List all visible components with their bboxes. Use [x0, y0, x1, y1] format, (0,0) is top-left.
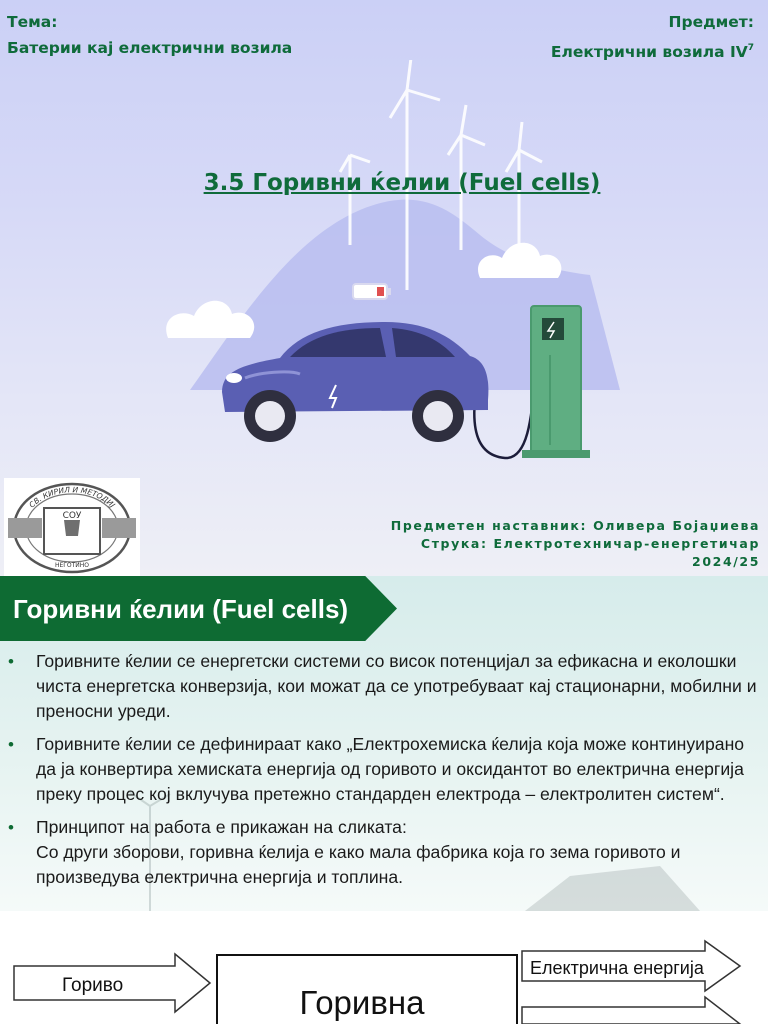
subject-value: Електрични возила IV	[550, 43, 748, 61]
content-slide	[0, 576, 768, 1024]
list-item	[8, 649, 763, 724]
list-item	[8, 815, 763, 890]
credits-block	[391, 517, 760, 571]
charger-station-icon	[522, 306, 590, 458]
slide-title: Горивни ќелии (Fuel cells)	[13, 594, 349, 624]
subject-block	[551, 9, 754, 65]
output-arrow	[522, 941, 740, 1024]
logo-top-text: СВ. КИРИЛ И МЕТОДИЈ	[27, 485, 117, 510]
battery-icon	[353, 284, 391, 299]
profession: Струка: Електротехничар-енергетичар	[420, 536, 760, 551]
output-label: Електрична енергија	[530, 958, 704, 978]
list-item	[8, 732, 763, 807]
fuel-cell-label: Горивна	[299, 984, 425, 1021]
school-year: 2024/25	[692, 554, 760, 569]
slide-title: 3.5 Горивни ќелии (Fuel cells)	[203, 170, 601, 196]
subject-superscript: 7	[747, 43, 754, 53]
teacher-name: Предметен наставник: Оливера Бојаџиева	[390, 518, 760, 533]
bullet-marker: •	[8, 652, 14, 671]
bullet-list	[8, 649, 763, 898]
topic-block	[7, 9, 292, 61]
subject-label: Предмет:	[668, 13, 754, 31]
bullet-marker: •	[8, 818, 14, 837]
school-logo	[4, 478, 140, 576]
bullet-text: Горивните ќелии се дефинираат како „Електрохемиска ќелија која може континуирано да ја конвертира хемиската енергија од горивото и оксидантот во електрична енергија преку процес кој вклучува претежно стандарден електрода – електролитен систем“.	[36, 734, 745, 804]
logo-bottom-text: НЕГОТИНО	[54, 562, 90, 569]
logo-middle-text: СОУ	[62, 511, 82, 521]
topic-label: Тема:	[7, 13, 58, 31]
ev-charging-illustration	[150, 60, 620, 480]
cloud-icon	[166, 301, 254, 338]
bullet-text: Принципот на работа е прикажан на сликата: Со други зборови, горивна ќелија е како мала фабрика која го зема горивото и произведува електрична енергија и топлина.	[36, 817, 681, 887]
input-label: Гориво	[62, 975, 124, 996]
bullet-marker: •	[8, 735, 14, 754]
bullet-text: Горивните ќелии се енергетски системи со висок потенцијал за ефикасна и еколошки чиста енергетска конверзија, кои можат да се употребуваат кај стационарни, мобилни и преносни уреди.	[36, 651, 757, 721]
input-arrow	[14, 954, 210, 1012]
fuel-cell-diagram	[0, 911, 768, 1024]
topic-value: Батерии кај електрични возила	[7, 39, 293, 57]
